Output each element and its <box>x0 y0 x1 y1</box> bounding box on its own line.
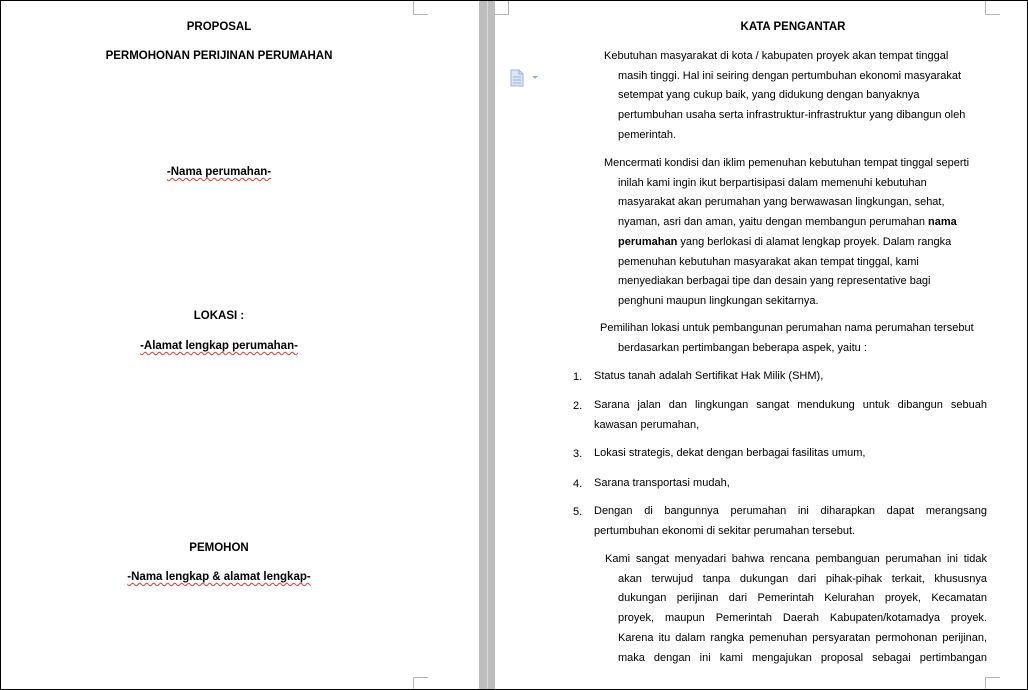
text-line: maka dengan ini kami mengajukan proposal sebagai pertimbangan <box>618 651 987 664</box>
list-number: 2. <box>573 400 583 412</box>
cover-subtitle: PERMOHONAN PERIJINAN PERUMAHAN <box>105 50 333 62</box>
text-line: proyek, maupun Pemerintah Daerah Kabupaten/kotamadya proyek. <box>618 612 987 625</box>
text-line: Sarana transportasi mudah, <box>594 477 730 489</box>
page-corner-mark <box>985 677 1000 690</box>
text-line: Karena itu dalam rangka pemenuhan persyaratan permohonan perijinan, <box>618 631 987 644</box>
text-line: Kami sangat menyadari bahwa rencana pembanguan perumahan ini tidak <box>605 553 987 565</box>
text-line: penghuni maupun lingkungan sekitarnya. <box>618 294 819 307</box>
page-cover <box>1 1 479 689</box>
cover-title: PROPOSAL <box>186 21 252 33</box>
text-line: pemerintah. <box>618 128 677 141</box>
page-corner-mark <box>494 0 509 15</box>
text-line: setempat yang cukup baik, yang didukung dengan banyaknya <box>618 89 920 102</box>
cover-location-label: LOKASI : <box>193 310 245 322</box>
text-line: Sarana jalan dan lingkungan sangat mendukung untuk dibangun sebuah <box>594 399 987 411</box>
paste-options-icon[interactable] <box>509 69 541 92</box>
page-corner-mark <box>413 0 428 15</box>
text-line: masih tinggi. Hal ini seiring dengan pertumbuhan ekonomi masyarakat <box>618 69 962 82</box>
list-number: 3. <box>573 448 583 460</box>
text-line: Dengan di bangunnya perumahan ini diharapkan dapat merangsang <box>594 505 987 517</box>
cover-housing-name: -Nama perumahan- <box>166 166 272 178</box>
preface-heading: KATA PENGANTAR <box>740 21 846 33</box>
list-number: 1. <box>573 371 583 383</box>
list-item <box>594 502 987 541</box>
text-line: pemenuhan kebutuhan masyarakat akan tempat tinggal, kami <box>618 255 919 268</box>
text-line: masyarakat akan perumahan yang berwawasan lingkungan, sehat, <box>618 196 945 209</box>
preface-paragraph-1 <box>604 47 986 146</box>
list-item <box>594 474 987 494</box>
text-line: akan terwujud tanpa dukungan dari pihak-pihak terkait, khususnya <box>618 572 987 585</box>
list-item <box>594 444 987 464</box>
text-line: kawasan perumahan, <box>594 418 700 431</box>
text-line: Lokasi strategis, dekat dengan berbagai fasilitas umum, <box>594 447 866 459</box>
text-line: Kebutuhan masyarakat di kota / kabupaten proyek akan tempat tinggal <box>604 50 949 62</box>
page-corner-mark <box>413 677 428 690</box>
list-number: 4. <box>573 478 583 490</box>
page-preface <box>495 1 1027 689</box>
text-line: Status tanah adalah Sertifikat Hak Milik (SHM), <box>594 370 824 382</box>
text-line: pertumbuhan ekonomi di sekitar perumahan tersebut. <box>594 524 856 537</box>
text-line: menyediakan berbagai tipe dan desain yang representative bagi <box>618 275 931 288</box>
cover-applicant-value: -Nama lengkap & alamat lengkap- <box>127 571 311 583</box>
text-line: Pemilihan lokasi untuk pembangunan perumahan nama perumahan tersebut <box>600 322 974 334</box>
text-line: pertumbuhan usaha serta infrastruktur-infrastruktur yang dibangun oleh <box>618 109 966 122</box>
page-gutter <box>479 1 495 689</box>
text-line: perumahan yang berlokasi di alamat lengkap proyek. Dalam rangka <box>618 235 952 248</box>
list-item <box>594 396 987 435</box>
preface-paragraph-3 <box>600 319 990 358</box>
preface-paragraph-2 <box>604 154 986 312</box>
text-line: berdasarkan pertimbangan beberapa aspek, yaitu : <box>618 341 867 354</box>
preface-paragraph-4 <box>605 550 987 668</box>
text-line: nyaman, asri dan aman, yaitu dengan membangun perumahan nama <box>618 216 957 229</box>
text-line: inilah kami ingin ikut berpartisipasi dalam memenuhi kebutuhan <box>618 176 927 189</box>
cover-location-value: -Alamat lengkap perumahan- <box>140 340 298 352</box>
page-corner-mark <box>985 0 1000 15</box>
list-number: 5. <box>573 506 583 518</box>
cover-applicant-label: PEMOHON <box>189 542 249 554</box>
list-item <box>594 367 987 387</box>
text-line: dukungan perijinan dari Pemerintah Kelurahan proyek, Kecamatan <box>618 592 987 605</box>
text-line: Mencermati kondisi dan iklim pemenuhan kebutuhan tempat tinggal seperti <box>604 157 970 169</box>
